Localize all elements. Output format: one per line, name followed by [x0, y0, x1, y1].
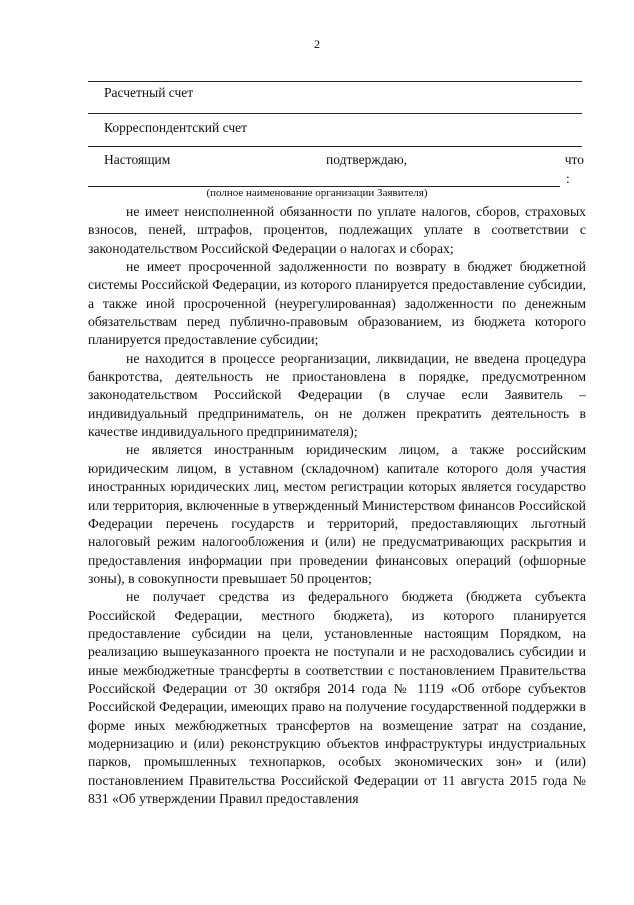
settlement-account-label: Расчетный счет — [104, 85, 194, 100]
confirm-word-2: подтверждаю, — [326, 152, 408, 167]
paragraph-federal-funds: не получает средства из федерального бюджета (бюджета субъекта Российской Федерации, местного бюджета), из которого планируется предоставление субсидии на цели, установленные настоящим Порядком, на реализацию вышеуказанного проекта не поступали и не расходовались субсидии и иные межбюджетные трансферты в соответствии с постановлением Правительства Российской Федерации от 30 октября 2014 года № 1119 «Об отборе субъектов Российской Федерации, имеющих право на получение государственной поддержки в форме иных межбюджетных трансфертов на возмещение затрат на создание, модернизацию и (или) реконструкцию объектов инфраструктуры индустриальных парков, промышленных технопарков, особых экономических зон» и (или) постановлением Правительства Российской Федерации от 11 августа 2015 года № 831 «Об утверждении Правил предоставления — [88, 589, 586, 806]
correspondent-account-label: Корреспондентский счет — [104, 120, 248, 135]
page-number: 2 — [314, 37, 320, 51]
confirm-word-1: Настоящим — [104, 152, 171, 167]
rule-settlement-account — [88, 113, 582, 114]
organization-name-caption: (полное наименование организации Заявителя) — [206, 187, 428, 199]
confirm-word-3: что — [564, 152, 584, 167]
paragraph-reorganization: не находится в процессе реорганизации, ликвидации, не введена процедура банкротства, деятельность не приостановлена в порядке, предусмотренном законодательством Российской Федерации (в случае если Заявитель – индивидуальный предприниматель, он не должен прекратить деятельность в качестве индивидуального предпринимателя); — [88, 350, 586, 440]
paragraph-foreign-entity: не является иностранным юридическим лицом, а также российским юридическим лицом, в уставном (складочном) капитале которого доля участия иностранных юридических лиц, местом регистрации которых является государство или территория, включенные в утвержденный Министерством финансов Российской Федерации перечень государств и территорий, предоставляющих льготный налоговый режим налогообложения и (или) не предусматривающих раскрытия и предоставления информации при проведении финансовых операций (офшорные зоны), в совокупности превышает 50 процентов; — [88, 442, 586, 586]
paragraph-taxes: не имеет неисполненной обязанности по уплате налогов, сборов, страховых взносов, пеней, штрафов, процентов, подлежащих уплате в соответствии с законодательством Российской Федерации о налогах и сборах; — [88, 204, 586, 256]
rule-top — [88, 81, 582, 82]
confirmation-colon: : — [566, 171, 570, 186]
paragraph-debt: не имеет просроченной задолженности по возврату в бюджет бюджетной системы Российской Федерации, из которого планируется предоставление субсидии, а также иной просроченной (неурегулированная) задолженности по денежным обязательствам перед публично-правовым образованием, из бюджета которого планируется предоставление субсидии; — [88, 259, 586, 348]
rule-correspondent-account — [88, 146, 582, 147]
statements-body — [88, 203, 586, 808]
